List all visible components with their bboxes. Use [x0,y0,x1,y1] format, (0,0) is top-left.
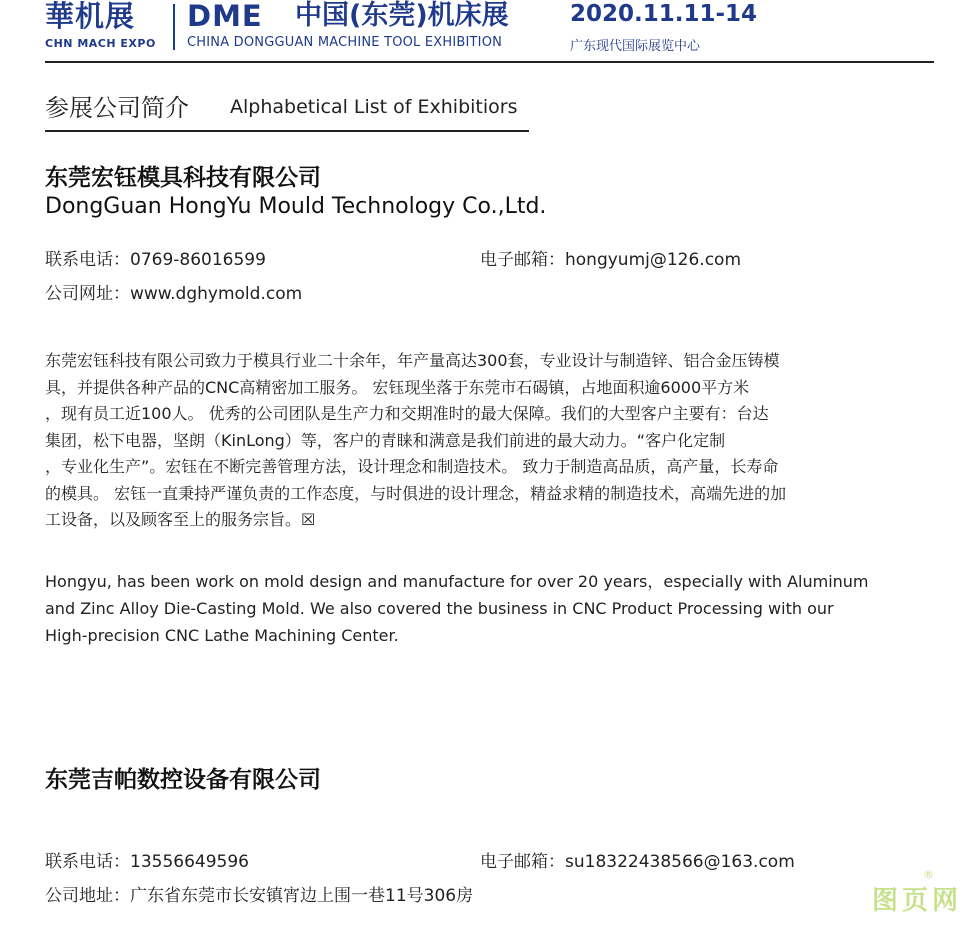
exhibition-venue: 广东现代国际展览中心 [570,39,701,54]
watermark-logo: 图页网 [871,886,962,916]
company-website[interactable]: 公司网址：www.dghymold.com [45,284,303,304]
company-phone: 联系电话：13556649596 [45,852,249,872]
section-title-cn: 参展公司简介 [45,94,189,122]
company-email[interactable]: 电子邮箱：hongyumj@126.com [480,250,742,270]
company-name-en: DongGuan HongYu Mould Technology Co.,Ltd. [45,194,547,219]
company-email[interactable]: 电子邮箱：su18322438566@163.com [480,852,795,872]
registered-mark: ® [923,868,934,881]
chn-mach-expo-logo-subtitle: CHN MACH EXPO [45,37,156,50]
description-line: 具，并提供各种产品的CNC高精密加工服务。 宏钰现坐落于东莞市石碣镇，占地面积逾6000平方米 [45,377,750,397]
header-divider [173,4,175,50]
description-line: and Zinc Alloy Die-Casting Mold. We also covered the business in CNC Product Processing with our [45,599,834,618]
company-name-cn: 东莞宏钰模具科技有限公司 [45,165,321,191]
description-line: ，现有员工近100人。 优秀的公司团队是生产力和交期准时的最大保障。我们的大型客户主要有：台达 [45,404,769,423]
header-rule [45,61,934,63]
dme-logo: DME [187,0,263,33]
company-address: 公司地址：广东省东莞市长安镇宵边上围一巷11号306房 [45,886,474,906]
description-line: 东莞宏钰科技有限公司致力于模具行业二十余年，年产量高达300套，专业设计与制造锌、铝合金压铸模 [45,351,780,370]
exhibition-date: 2020.11.11-14 [570,1,758,27]
description-line: High-precision CNC Lathe Machining Center. [45,626,399,645]
company-description-en [45,568,945,649]
description-line: 的模具。 宏钰一直秉持严谨负责的工作态度，与时俱进的设计理念，精益求精的制造技术，高端先进的加 [45,483,787,503]
description-line: Hongyu, has been work on mold design and manufacture for over 20 years，especially with Aluminum [45,572,869,591]
chn-mach-expo-logo: 華机展 [45,0,136,33]
company-name-cn: 东莞吉帕数控设备有限公司 [45,767,321,793]
description-line: ，专业化生产”。宏钰在不断完善管理方法，设计理念和制造技术。 致力于制造高品质，高产量，长寿命 [45,457,779,476]
section-rule [45,130,529,132]
section-title-en: Alphabetical List of Exhibitiors [230,96,518,118]
exhibition-title-en: CHINA DONGGUAN MACHINE TOOL EXHIBITION [187,35,503,50]
company-description-cn [45,348,935,534]
description-line: 工设备，以及顾客至上的服务宗旨。☒ [45,510,316,529]
company-phone: 联系电话：0769-86016599 [45,250,266,270]
exhibition-title-cn: 中国(东莞)机床展 [295,0,509,31]
description-line: 集团，松下电器，坚朗（KinLong）等，客户的青睐和满意是我们前进的最大动力。“客户化定制 [45,430,726,450]
